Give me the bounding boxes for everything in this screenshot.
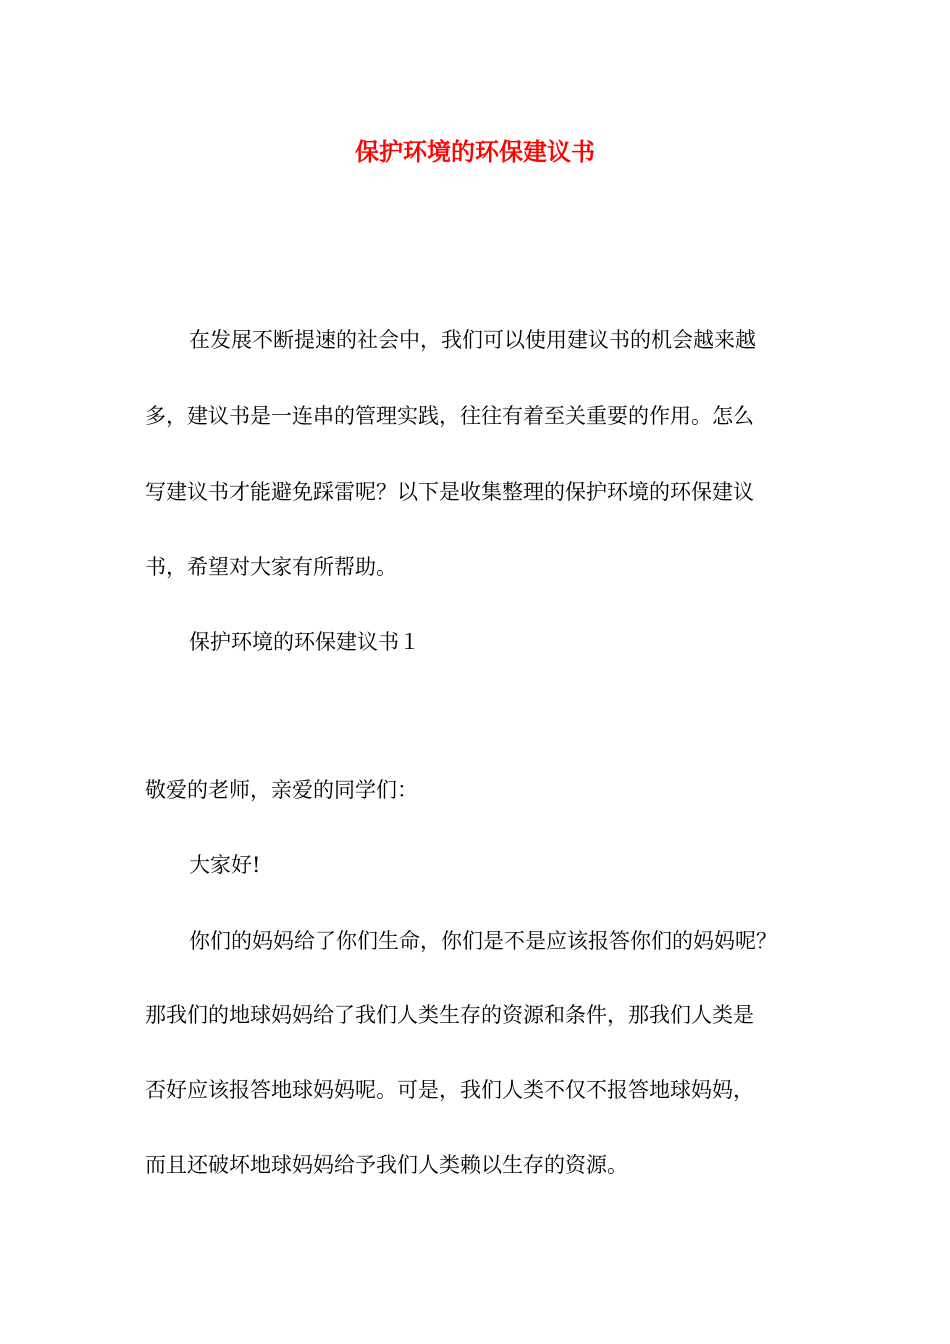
intro-line-4: 书，希望对大家有所帮助。 — [145, 555, 397, 579]
body-line-3: 否好应该报答地球妈妈呢。可是，我们人类不仅不报答地球妈妈， — [145, 1078, 754, 1102]
body-line-1: 你们的妈妈给了你们生命，你们是不是应该报答你们的妈妈呢？ — [189, 929, 777, 953]
body-line-2: 那我们的地球妈妈给了我们人类生存的资源和条件，那我们人类是 — [145, 1003, 754, 1027]
document-title: 保护环境的环保建议书 — [355, 137, 595, 166]
intro-line-2: 多，建议书是一连串的管理实践，往往有着至关重要的作用。怎么 — [145, 404, 754, 428]
intro-line-1: 在发展不断提速的社会中，我们可以使用建议书的机会越来越 — [189, 328, 756, 352]
section-heading: 保护环境的环保建议书１ — [189, 630, 420, 654]
salutation: 敬爱的老师，亲爱的同学们： — [145, 778, 418, 802]
greeting: 大家好! — [189, 853, 261, 877]
intro-line-3: 写建议书才能避免踩雷呢？以下是收集整理的保护环境的环保建议 — [145, 480, 754, 504]
body-line-4: 而且还破坏地球妈妈给予我们人类赖以生存的资源。 — [145, 1153, 628, 1177]
